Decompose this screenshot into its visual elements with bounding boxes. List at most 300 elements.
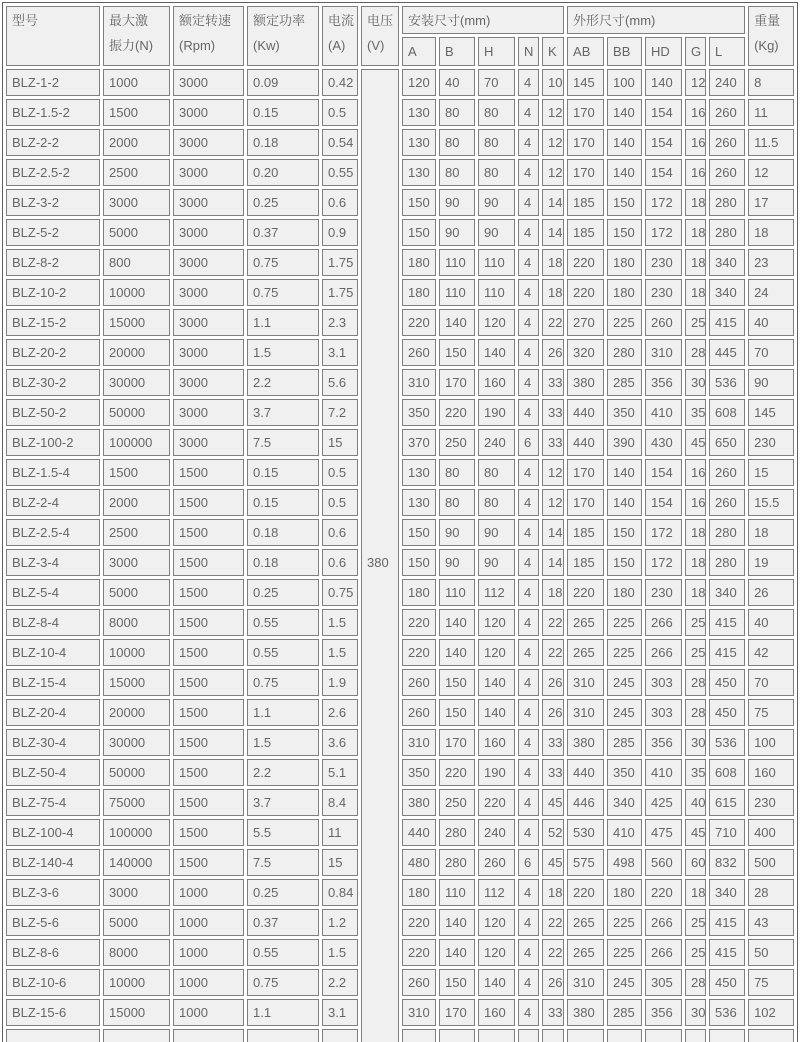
cell-b: 140 bbox=[439, 909, 475, 936]
table-row bbox=[6, 609, 794, 636]
cell-n: 4 bbox=[518, 129, 539, 156]
cell-n: 4 bbox=[518, 999, 539, 1026]
cell-l: 415 bbox=[709, 309, 745, 336]
cell-current: 2.3 bbox=[322, 309, 358, 336]
cell-weight: 40 bbox=[748, 609, 794, 636]
cell-l: 615 bbox=[709, 789, 745, 816]
cell-bb: 245 bbox=[607, 969, 642, 996]
table-row bbox=[6, 639, 794, 666]
cell-power: 7.5 bbox=[247, 429, 319, 456]
cell-current: 0.84 bbox=[322, 879, 358, 906]
cell-current: 2.2 bbox=[322, 969, 358, 996]
cell-ab: 145 bbox=[567, 69, 604, 96]
cell-n: 4 bbox=[518, 489, 539, 516]
cell-g: 16 bbox=[685, 129, 706, 156]
cell-hd: 356 bbox=[645, 999, 682, 1026]
cell-speed: 3000 bbox=[173, 309, 244, 336]
cell-h: 240 bbox=[478, 819, 515, 846]
cell-current: 0.75 bbox=[322, 579, 358, 606]
cell-g: 16 bbox=[685, 459, 706, 486]
cell-model: BLZ-20-4 bbox=[6, 699, 100, 726]
cell-current: 0.55 bbox=[322, 159, 358, 186]
cell-bb: 225 bbox=[607, 639, 642, 666]
cell-bb: 225 bbox=[607, 939, 642, 966]
table-row bbox=[6, 219, 794, 246]
table-row bbox=[6, 129, 794, 156]
table-row bbox=[6, 939, 794, 966]
cell-b: 80 bbox=[439, 489, 475, 516]
cell-bb: 140 bbox=[607, 459, 642, 486]
cell-hd: 172 bbox=[645, 549, 682, 576]
cell-weight: 18 bbox=[748, 519, 794, 546]
cell-model: BLZ-15-6 bbox=[6, 999, 100, 1026]
cell-bb: 498 bbox=[607, 849, 642, 876]
cell-model: BLZ-10-2 bbox=[6, 279, 100, 306]
table-row bbox=[6, 999, 794, 1026]
cell-weight: 50 bbox=[748, 939, 794, 966]
cell-force: 2500 bbox=[103, 159, 170, 186]
cell-model: BLZ-2-4 bbox=[6, 489, 100, 516]
cell-current: 1.2 bbox=[322, 909, 358, 936]
cell-hd: 260 bbox=[645, 309, 682, 336]
cell-force: 15000 bbox=[103, 309, 170, 336]
cell-h: 80 bbox=[478, 489, 515, 516]
cell-bb: 280 bbox=[607, 339, 642, 366]
cell-h: 160 bbox=[478, 999, 515, 1026]
cell-h: 90 bbox=[478, 549, 515, 576]
cell-force: 10000 bbox=[103, 639, 170, 666]
cell-weight: 26 bbox=[748, 579, 794, 606]
cell-g: 30 bbox=[685, 999, 706, 1026]
cell-power: 0.18 bbox=[247, 519, 319, 546]
cell-n: 4 bbox=[518, 249, 539, 276]
cell-bb: 150 bbox=[607, 519, 642, 546]
cell-speed: 1500 bbox=[173, 459, 244, 486]
cell-force: 3000 bbox=[103, 879, 170, 906]
cell-g: 12 bbox=[685, 69, 706, 96]
cell-weight: 75 bbox=[748, 699, 794, 726]
cell-model: BLZ-3-4 bbox=[6, 549, 100, 576]
cell-ab: 220 bbox=[567, 279, 604, 306]
cell-model: BLZ-2.5-4 bbox=[6, 519, 100, 546]
cell-g: 18 bbox=[685, 219, 706, 246]
cell-h: 190 bbox=[478, 399, 515, 426]
cell-h: 90 bbox=[478, 219, 515, 246]
cell-g: 25 bbox=[685, 309, 706, 336]
cell-weight: 500 bbox=[748, 849, 794, 876]
cell-hd: 154 bbox=[645, 129, 682, 156]
cell-force: 140000 bbox=[103, 849, 170, 876]
cell-model: BLZ-100-4 bbox=[6, 819, 100, 846]
header-max-force bbox=[103, 6, 170, 66]
table-row bbox=[6, 459, 794, 486]
cell-h: 120 bbox=[478, 609, 515, 636]
cell-b bbox=[439, 1029, 475, 1042]
cell-weight: 28 bbox=[748, 879, 794, 906]
cell-power: 0.15 bbox=[247, 489, 319, 516]
cell-h: 140 bbox=[478, 969, 515, 996]
cell-b: 90 bbox=[439, 189, 475, 216]
cell-speed: 1000 bbox=[173, 969, 244, 996]
cell-k: 18 bbox=[542, 879, 564, 906]
cell-b: 110 bbox=[439, 579, 475, 606]
cell-g: 28 bbox=[685, 669, 706, 696]
cell-hd: 266 bbox=[645, 909, 682, 936]
cell-power: 0.55 bbox=[247, 639, 319, 666]
cell-force: 1000 bbox=[103, 69, 170, 96]
cell-model: BLZ-1.5-2 bbox=[6, 99, 100, 126]
cell-weight: 145 bbox=[748, 399, 794, 426]
table-row bbox=[6, 579, 794, 606]
cell-model: BLZ-100-2 bbox=[6, 429, 100, 456]
cell-g: 25 bbox=[685, 639, 706, 666]
table-body bbox=[6, 69, 794, 1042]
cell-g: 35 bbox=[685, 759, 706, 786]
cell-k: 22 bbox=[542, 939, 564, 966]
cell-weight: 40 bbox=[748, 309, 794, 336]
table-row bbox=[6, 669, 794, 696]
cell-a: 440 bbox=[402, 819, 436, 846]
cell-power: 0.75 bbox=[247, 279, 319, 306]
cell-l: 260 bbox=[709, 129, 745, 156]
cell-current: 0.6 bbox=[322, 549, 358, 576]
cell-power: 0.75 bbox=[247, 969, 319, 996]
cell-h: 140 bbox=[478, 669, 515, 696]
cell-speed: 3000 bbox=[173, 99, 244, 126]
cell-n: 4 bbox=[518, 159, 539, 186]
cell-model: BLZ-3-2 bbox=[6, 189, 100, 216]
cell-k: 33 bbox=[542, 429, 564, 456]
cell-bb: 225 bbox=[607, 309, 642, 336]
header-model: 型号 bbox=[6, 6, 100, 66]
table-row bbox=[6, 99, 794, 126]
cell-weight: 17 bbox=[748, 189, 794, 216]
cell-g: 28 bbox=[685, 969, 706, 996]
header-dim-bb: BB bbox=[607, 37, 642, 66]
cell-hd: 266 bbox=[645, 609, 682, 636]
cell-k: 22 bbox=[542, 609, 564, 636]
cell-l: 280 bbox=[709, 549, 745, 576]
cell-bb bbox=[607, 1029, 642, 1042]
cell-hd: 172 bbox=[645, 519, 682, 546]
cell-ab: 440 bbox=[567, 399, 604, 426]
table-row bbox=[6, 909, 794, 936]
cell-g bbox=[685, 1029, 706, 1042]
cell-k: 14 bbox=[542, 549, 564, 576]
cell-k: 12 bbox=[542, 99, 564, 126]
cell-bb: 180 bbox=[607, 579, 642, 606]
table-row bbox=[6, 489, 794, 516]
cell-b: 170 bbox=[439, 999, 475, 1026]
cell-model: BLZ-15-2 bbox=[6, 309, 100, 336]
header-install-dimensions-group: 安装尺寸(mm) bbox=[402, 6, 564, 34]
cell-bb: 350 bbox=[607, 399, 642, 426]
cell-power: 0.37 bbox=[247, 909, 319, 936]
cell-l: 536 bbox=[709, 729, 745, 756]
cell-b: 40 bbox=[439, 69, 475, 96]
cell-speed: 1500 bbox=[173, 579, 244, 606]
cell-bb: 245 bbox=[607, 699, 642, 726]
cell-k: 14 bbox=[542, 219, 564, 246]
cell-current: 0.6 bbox=[322, 519, 358, 546]
header-dim-k: K bbox=[542, 37, 564, 66]
cell-power: 1.5 bbox=[247, 339, 319, 366]
cell-ab: 440 bbox=[567, 759, 604, 786]
cell-weight: 102 bbox=[748, 999, 794, 1026]
cell-b: 80 bbox=[439, 159, 475, 186]
cell-current: 0.9 bbox=[322, 219, 358, 246]
cell-power: 7.5 bbox=[247, 849, 319, 876]
cell-force: 100000 bbox=[103, 429, 170, 456]
cell-force: 3000 bbox=[103, 189, 170, 216]
cell-k: 45 bbox=[542, 789, 564, 816]
cell-h: 90 bbox=[478, 519, 515, 546]
cell-k: 22 bbox=[542, 909, 564, 936]
cell-ab: 220 bbox=[567, 579, 604, 606]
cell-bb: 150 bbox=[607, 549, 642, 576]
cell-weight: 70 bbox=[748, 669, 794, 696]
cell-n: 4 bbox=[518, 789, 539, 816]
cell-model bbox=[6, 1029, 100, 1042]
cell-power: 3.7 bbox=[247, 399, 319, 426]
cell-l: 450 bbox=[709, 699, 745, 726]
cell-h: 120 bbox=[478, 309, 515, 336]
cell-b: 150 bbox=[439, 669, 475, 696]
cell-speed: 1500 bbox=[173, 489, 244, 516]
cell-l: 832 bbox=[709, 849, 745, 876]
cell-power: 0.55 bbox=[247, 939, 319, 966]
cell-l: 608 bbox=[709, 399, 745, 426]
cell-a: 370 bbox=[402, 429, 436, 456]
cell-g: 18 bbox=[685, 879, 706, 906]
cell-a: 350 bbox=[402, 399, 436, 426]
cell-g: 40 bbox=[685, 789, 706, 816]
cell-power: 0.25 bbox=[247, 879, 319, 906]
cell-b: 150 bbox=[439, 969, 475, 996]
cell-speed: 3000 bbox=[173, 369, 244, 396]
header-dim-hd: HD bbox=[645, 37, 682, 66]
cell-g: 25 bbox=[685, 609, 706, 636]
cell-n: 4 bbox=[518, 549, 539, 576]
cell-h: 110 bbox=[478, 249, 515, 276]
cell-l: 415 bbox=[709, 639, 745, 666]
cell-ab: 185 bbox=[567, 189, 604, 216]
cell-a: 310 bbox=[402, 999, 436, 1026]
cell-force bbox=[103, 1029, 170, 1042]
cell-force: 10000 bbox=[103, 279, 170, 306]
cell-current: 5.1 bbox=[322, 759, 358, 786]
cell-model: BLZ-50-4 bbox=[6, 759, 100, 786]
cell-h: 120 bbox=[478, 909, 515, 936]
cell-ab: 265 bbox=[567, 639, 604, 666]
cell-power: 2.2 bbox=[247, 369, 319, 396]
cell-l: 450 bbox=[709, 969, 745, 996]
cell-g: 25 bbox=[685, 909, 706, 936]
cell-b: 220 bbox=[439, 759, 475, 786]
cell-n: 4 bbox=[518, 909, 539, 936]
cell-n: 4 bbox=[518, 579, 539, 606]
cell-b: 140 bbox=[439, 639, 475, 666]
cell-bb: 225 bbox=[607, 609, 642, 636]
cell-h bbox=[478, 1029, 515, 1042]
cell-ab: 265 bbox=[567, 939, 604, 966]
cell-n: 4 bbox=[518, 309, 539, 336]
table-row bbox=[6, 849, 794, 876]
cell-force: 1500 bbox=[103, 99, 170, 126]
cell-k: 18 bbox=[542, 249, 564, 276]
cell-speed: 3000 bbox=[173, 129, 244, 156]
cell-l: 260 bbox=[709, 99, 745, 126]
cell-ab: 170 bbox=[567, 459, 604, 486]
cell-k: 26 bbox=[542, 699, 564, 726]
cell-hd: 303 bbox=[645, 669, 682, 696]
cell-a: 130 bbox=[402, 489, 436, 516]
cell-bb: 225 bbox=[607, 909, 642, 936]
cell-g: 18 bbox=[685, 519, 706, 546]
cell-hd: 356 bbox=[645, 729, 682, 756]
cell-a: 150 bbox=[402, 519, 436, 546]
cell-h: 80 bbox=[478, 459, 515, 486]
cell-current: 1.75 bbox=[322, 249, 358, 276]
table-row bbox=[6, 339, 794, 366]
cell-force: 800 bbox=[103, 249, 170, 276]
cell-model: BLZ-75-4 bbox=[6, 789, 100, 816]
header-dim-b: B bbox=[439, 37, 475, 66]
cell-b: 220 bbox=[439, 399, 475, 426]
cell-force: 5000 bbox=[103, 579, 170, 606]
cell-bb: 285 bbox=[607, 369, 642, 396]
cell-a: 310 bbox=[402, 369, 436, 396]
cell-hd: 154 bbox=[645, 459, 682, 486]
cell-speed: 1500 bbox=[173, 669, 244, 696]
cell-n bbox=[518, 1029, 539, 1042]
cell-l: 280 bbox=[709, 519, 745, 546]
cell-speed: 1500 bbox=[173, 729, 244, 756]
cell-force: 2000 bbox=[103, 129, 170, 156]
cell-model: BLZ-15-4 bbox=[6, 669, 100, 696]
cell-bb: 350 bbox=[607, 759, 642, 786]
cell-current: 0.6 bbox=[322, 189, 358, 216]
cell-ab: 310 bbox=[567, 699, 604, 726]
cell-b: 80 bbox=[439, 459, 475, 486]
cell-l: 340 bbox=[709, 579, 745, 606]
cell-k: 18 bbox=[542, 579, 564, 606]
cell-b: 80 bbox=[439, 129, 475, 156]
cell-n: 4 bbox=[518, 459, 539, 486]
cell-power: 1.1 bbox=[247, 999, 319, 1026]
cell-ab: 265 bbox=[567, 609, 604, 636]
cell-hd bbox=[645, 1029, 682, 1042]
table-row bbox=[6, 759, 794, 786]
cell-force: 10000 bbox=[103, 969, 170, 996]
cell-a: 180 bbox=[402, 279, 436, 306]
cell-hd: 154 bbox=[645, 159, 682, 186]
cell-force: 50000 bbox=[103, 759, 170, 786]
header-rated-speed: 额定转速(Rpm) bbox=[173, 6, 244, 66]
cell-weight: 42 bbox=[748, 639, 794, 666]
cell-n: 6 bbox=[518, 429, 539, 456]
cell-h: 190 bbox=[478, 759, 515, 786]
cell-g: 18 bbox=[685, 249, 706, 276]
header-dim-l: L bbox=[709, 37, 745, 66]
table-row bbox=[6, 159, 794, 186]
cell-force: 5000 bbox=[103, 909, 170, 936]
cell-b: 90 bbox=[439, 219, 475, 246]
cell-a: 130 bbox=[402, 459, 436, 486]
cell-hd: 430 bbox=[645, 429, 682, 456]
cell-current: 3.6 bbox=[322, 729, 358, 756]
cell-force: 2500 bbox=[103, 519, 170, 546]
cell-k: 14 bbox=[542, 189, 564, 216]
cell-n: 4 bbox=[518, 639, 539, 666]
cell-hd: 305 bbox=[645, 969, 682, 996]
cell-hd: 230 bbox=[645, 579, 682, 606]
cell-l: 608 bbox=[709, 759, 745, 786]
cell-ab: 440 bbox=[567, 429, 604, 456]
cell-bb: 140 bbox=[607, 489, 642, 516]
cell-hd: 475 bbox=[645, 819, 682, 846]
cell-h: 80 bbox=[478, 159, 515, 186]
cell-b: 90 bbox=[439, 549, 475, 576]
cell-a: 120 bbox=[402, 69, 436, 96]
cell-current: 1.75 bbox=[322, 279, 358, 306]
cell-h: 90 bbox=[478, 189, 515, 216]
cell-a bbox=[402, 1029, 436, 1042]
table-row bbox=[6, 249, 794, 276]
cell-n: 4 bbox=[518, 69, 539, 96]
cell-current: 1.5 bbox=[322, 939, 358, 966]
cell-a: 220 bbox=[402, 609, 436, 636]
cell-b: 170 bbox=[439, 729, 475, 756]
cell-l: 650 bbox=[709, 429, 745, 456]
cell-power: 2.2 bbox=[247, 759, 319, 786]
cell-k: 33 bbox=[542, 399, 564, 426]
cell-speed: 1000 bbox=[173, 999, 244, 1026]
cell-h: 140 bbox=[478, 339, 515, 366]
cell-k: 10 bbox=[542, 69, 564, 96]
cell-hd: 560 bbox=[645, 849, 682, 876]
cell-speed: 1500 bbox=[173, 609, 244, 636]
cell-ab: 530 bbox=[567, 819, 604, 846]
cell-ab: 310 bbox=[567, 669, 604, 696]
cell-force: 5000 bbox=[103, 219, 170, 246]
cell-model: BLZ-2-2 bbox=[6, 129, 100, 156]
cell-a: 260 bbox=[402, 699, 436, 726]
cell-force: 30000 bbox=[103, 729, 170, 756]
cell-speed: 3000 bbox=[173, 189, 244, 216]
cell-n: 4 bbox=[518, 99, 539, 126]
cell-n: 4 bbox=[518, 609, 539, 636]
cell-weight: 230 bbox=[748, 429, 794, 456]
cell-model: BLZ-20-2 bbox=[6, 339, 100, 366]
cell-a: 130 bbox=[402, 129, 436, 156]
cell-a: 350 bbox=[402, 759, 436, 786]
cell-a: 180 bbox=[402, 579, 436, 606]
cell-ab: 170 bbox=[567, 489, 604, 516]
cell-bb: 150 bbox=[607, 189, 642, 216]
table-row bbox=[6, 879, 794, 906]
cell-model: BLZ-2.5-2 bbox=[6, 159, 100, 186]
cell-l: 415 bbox=[709, 939, 745, 966]
cell-k: 18 bbox=[542, 279, 564, 306]
cell-ab: 170 bbox=[567, 159, 604, 186]
cell-power: 0.25 bbox=[247, 189, 319, 216]
cell-speed: 3000 bbox=[173, 399, 244, 426]
cell-force: 3000 bbox=[103, 549, 170, 576]
cell-power: 0.15 bbox=[247, 459, 319, 486]
cell-g: 60 bbox=[685, 849, 706, 876]
table-row bbox=[6, 309, 794, 336]
